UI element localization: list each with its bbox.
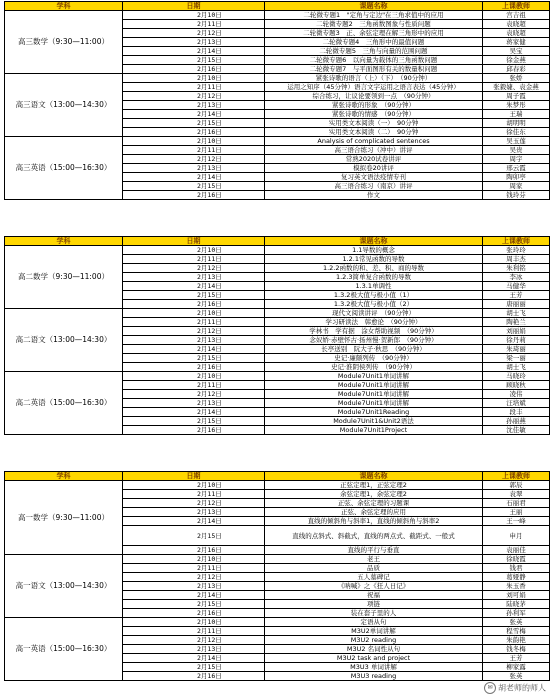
table-row: [5, 618, 550, 627]
date-cell: 2月13日: [123, 399, 265, 408]
teacher-cell: 王瑞: [483, 110, 550, 119]
header-date: 日期: [123, 237, 265, 246]
subject-cell: 高一英语（15:00—16:30）: [5, 618, 123, 681]
teacher-cell: 胡士飞: [483, 309, 550, 318]
teacher-cell: 胡明明: [483, 119, 550, 128]
topic-cell: Module7Unit1&Unit2语法: [265, 417, 483, 426]
topic-cell: 作文: [265, 191, 483, 200]
teacher-cell: 周丰杰: [483, 255, 550, 264]
date-cell: 2月11日: [123, 490, 265, 499]
topic-cell: 1.1导数的概念: [265, 246, 483, 255]
date-cell: 2月15日: [123, 56, 265, 65]
teacher-cell: 袁翠: [483, 490, 550, 499]
date-cell: 2月14日: [123, 408, 265, 417]
topic-cell: 正弦、余弦定理的习题课: [265, 499, 483, 508]
topic-cell: 复习英文语法疫情专刊: [265, 173, 483, 182]
subject-cell: 高一数学（9:30—11:00）: [5, 481, 123, 555]
topic-cell: 《呐喊》之《狂人日记》: [265, 582, 483, 591]
date-cell: 2月11日: [123, 318, 265, 327]
teacher-cell: 袁丽佳: [483, 546, 550, 555]
teacher-cell: 石丽君: [483, 499, 550, 508]
date-cell: 2月13日: [123, 38, 265, 47]
topic-cell: Module7Unit1单词讲解: [265, 372, 483, 381]
schedule-grade2: [4, 236, 549, 435]
table-row: [5, 309, 550, 318]
topic-cell: 现代文阅读讲评 （90分钟）: [265, 309, 483, 318]
date-cell: 2月16日: [123, 363, 265, 372]
header-teacher: 上课教师: [483, 237, 550, 246]
teacher-cell: 周宇: [483, 155, 550, 164]
topic-cell: 实用类文本阅读（二） 90分钟: [265, 128, 483, 137]
topic-cell: Module7Unit1单词讲解: [265, 399, 483, 408]
topic-cell: 长亭送别 阮大子·秋思 （90分钟）: [265, 345, 483, 354]
table-row: [5, 481, 550, 490]
header-subject: 学科: [5, 2, 123, 11]
topic-cell: 高三语合练习（冲中）讲评: [265, 146, 483, 155]
header-subject: 学科: [5, 472, 123, 481]
teacher-cell: 张英: [483, 672, 550, 681]
topic-cell: 正弦、余弦定理的应用: [265, 508, 483, 517]
topic-cell: 1.3.2极大值与极小值（1）: [265, 291, 483, 300]
teacher-cell: 陶艳兰: [483, 318, 550, 327]
date-cell: 2月15日: [123, 291, 265, 300]
date-cell: 2月15日: [123, 182, 265, 191]
date-cell: 2月10日: [123, 555, 265, 564]
date-cell: 2月16日: [123, 672, 265, 681]
date-cell: 2月16日: [123, 191, 265, 200]
teacher-cell: 吴贵: [483, 146, 550, 155]
schedule-grade1: [4, 471, 549, 681]
topic-cell: 老王: [265, 555, 483, 564]
teacher-cell: 王一峰: [483, 517, 550, 526]
topic-cell: Module7Unit1单词讲解: [265, 381, 483, 390]
teacher-cell: 朱韵艳: [483, 636, 550, 645]
date-cell: 2月15日: [123, 526, 265, 546]
topic-cell: 二轮微专题3 正、余弦定理在解三角形中的应用: [265, 29, 483, 38]
teacher-cell: 张英: [483, 618, 550, 627]
date-cell: 2月15日: [123, 417, 265, 426]
teacher-cell: 徐佳东: [483, 128, 550, 137]
topic-cell: M3U3 单词讲解: [265, 663, 483, 672]
topic-cell: 史记·廉颇列传 （90分钟）: [265, 354, 483, 363]
date-cell: 2月12日: [123, 327, 265, 336]
date-cell: 2月12日: [123, 636, 265, 645]
teacher-cell: 凌伟: [483, 390, 550, 399]
topic-cell: 紧张诗歌的语言（上）（下） （90分钟）: [265, 74, 483, 83]
header-topic: 课题名称: [265, 472, 483, 481]
topic-cell: 直线的平行与垂直: [265, 546, 483, 555]
topic-cell: M3U2单词讲解: [265, 627, 483, 636]
teacher-cell: 孙丽燕: [483, 417, 550, 426]
date-cell: 2月13日: [123, 645, 265, 654]
teacher-cell: 宫吉祖: [483, 11, 550, 20]
teacher-cell: 袁晓超: [483, 20, 550, 29]
topic-cell: 二轮微专题6 以向量为载体的三角函数问题: [265, 56, 483, 65]
subject-cell: 高三数学（9:30—11:00）: [5, 11, 123, 74]
date-cell: 2月11日: [123, 255, 265, 264]
topic-cell: 祝福: [265, 591, 483, 600]
date-cell: 2月10日: [123, 309, 265, 318]
topic-cell: 史记·淮阴侯列传 （90分钟）: [265, 363, 483, 372]
schedule-table: [4, 1, 550, 200]
topic-cell: 1.2.1常见函数的导数: [265, 255, 483, 264]
teacher-cell: 吴宝: [483, 47, 550, 56]
teacher-cell: 马晓玲: [483, 372, 550, 381]
date-cell: 2月14日: [123, 173, 265, 182]
teacher-cell: 朱利铭: [483, 264, 550, 273]
date-cell: 2月11日: [123, 564, 265, 573]
teacher-cell: 徐金燕: [483, 56, 550, 65]
teacher-cell: 张娇: [483, 74, 550, 83]
teacher-cell: 汪培斌: [483, 399, 550, 408]
header-subject: 学科: [5, 237, 123, 246]
date-cell: 2月10日: [123, 372, 265, 381]
topic-cell: 二轮微专题2 三角函数图象与性质问题: [265, 20, 483, 29]
date-cell: 2月12日: [123, 573, 265, 582]
subject-cell: 高三语文（13:00—14:30）: [5, 74, 123, 137]
table-row: [5, 372, 550, 381]
topic-cell: 二轮微专题5 三角与向量的范围问题: [265, 47, 483, 56]
date-cell: 2月13日: [123, 336, 265, 345]
teacher-cell: 沈佳敏: [483, 426, 550, 435]
table-row: [5, 555, 550, 564]
teacher-cell: 张毅婕、袁金燕: [483, 83, 550, 92]
table-row: [5, 246, 550, 255]
topic-cell: M3U2 名词性从句: [265, 645, 483, 654]
header-teacher: 上课教师: [483, 2, 550, 11]
teacher-cell: 钱君: [483, 564, 550, 573]
header-date: 日期: [123, 2, 265, 11]
subject-cell: 高一语文（13:00—14:30）: [5, 555, 123, 618]
topic-cell: 实用类文本阅读（一） 90分钟: [265, 119, 483, 128]
teacher-cell: 郭辰: [483, 481, 550, 490]
date-cell: 2月15日: [123, 354, 265, 363]
topic-cell: 直线的倾斜角与斜率1，直线的倾斜角与斜率2: [265, 517, 483, 526]
date-cell: 2月14日: [123, 47, 265, 56]
topic-cell: 项链: [265, 600, 483, 609]
teacher-cell: 吴玉莲: [483, 137, 550, 146]
topic-cell: 高三语合练习（南京）讲评: [265, 182, 483, 191]
header-row: [5, 472, 550, 481]
date-cell: 2月14日: [123, 345, 265, 354]
topic-cell: 学习研读法 韩愈论 （90分钟）: [265, 318, 483, 327]
date-cell: 2月16日: [123, 128, 265, 137]
topic-cell: 紧张诗歌的情感 （90分钟）: [265, 110, 483, 119]
subject-cell: 高三英语（15:00—16:30）: [5, 137, 123, 200]
topic-cell: 余弦定理1，余弦定理2: [265, 490, 483, 499]
teacher-cell: 孙利军: [483, 609, 550, 618]
teacher-cell: 刘可娟: [483, 591, 550, 600]
date-cell: 2月12日: [123, 29, 265, 38]
teacher-cell: 钱冬梅: [483, 645, 550, 654]
teacher-cell: 徐丹莉: [483, 336, 550, 345]
teacher-cell: 王芳: [483, 291, 550, 300]
date-cell: 2月12日: [123, 499, 265, 508]
teacher-cell: 刘丽娟: [483, 327, 550, 336]
teacher-cell: 邱春彩: [483, 65, 550, 74]
header-row: [5, 237, 550, 246]
topic-cell: Analysis of complicated sentences: [265, 137, 483, 146]
topic-cell: 1.2.2函数的和、差、积、商的导数: [265, 264, 483, 273]
topic-cell: 品质: [265, 564, 483, 573]
topic-cell: Module7Unit1Project: [265, 426, 483, 435]
subject-cell: 高二语文（13:00—14:30）: [5, 309, 123, 372]
date-cell: 2月15日: [123, 119, 265, 128]
date-cell: 2月11日: [123, 20, 265, 29]
teacher-cell: 柳家露: [483, 663, 550, 672]
date-cell: 2月10日: [123, 74, 265, 83]
date-cell: 2月11日: [123, 83, 265, 92]
date-cell: 2月10日: [123, 137, 265, 146]
topic-cell: 二轮微专题1 "定角与定边"在三角求值中的应用: [265, 11, 483, 20]
wechat-icon: ✉: [484, 682, 496, 694]
teacher-cell: 王芳: [483, 654, 550, 663]
date-cell: 2月14日: [123, 591, 265, 600]
topic-cell: 模拟卷20讲评: [265, 164, 483, 173]
watermark: ✉ 胡老师的师人: [482, 682, 548, 694]
topic-cell: 二轮微专题4 三角形中的最值问题: [265, 38, 483, 47]
topic-cell: 念奴娇·赤壁怀古·扬州慢·贺新郎 （90分钟）: [265, 336, 483, 345]
teacher-cell: 段丰: [483, 408, 550, 417]
teacher-cell: 邢云霞: [483, 164, 550, 173]
date-cell: 2月11日: [123, 381, 265, 390]
date-cell: 2月16日: [123, 546, 265, 555]
teacher-cell: 张玲玲: [483, 246, 550, 255]
teacher-cell: 陶卯亭: [483, 173, 550, 182]
date-cell: 2月12日: [123, 92, 265, 101]
topic-cell: Module7Unit1单词讲解: [265, 390, 483, 399]
date-cell: 2月13日: [123, 273, 265, 282]
teacher-cell: 袁晓超: [483, 29, 550, 38]
date-cell: 2月16日: [123, 65, 265, 74]
date-cell: 2月13日: [123, 164, 265, 173]
teacher-cell: 周家: [483, 182, 550, 191]
topic-cell: 正弦定理1，正弦定理2: [265, 481, 483, 490]
date-cell: 2月16日: [123, 426, 265, 435]
schedule-table: [4, 236, 550, 435]
date-cell: 2月14日: [123, 654, 265, 663]
topic-cell: Module7Unit1Reading: [265, 408, 483, 417]
header-teacher: 上课教师: [483, 472, 550, 481]
date-cell: 2月10日: [123, 618, 265, 627]
header-row: [5, 2, 550, 11]
teacher-cell: 王丽: [483, 508, 550, 517]
date-cell: 2月16日: [123, 300, 265, 309]
date-cell: 2月12日: [123, 155, 265, 164]
date-cell: 2月12日: [123, 264, 265, 273]
teacher-cell: 顾晓秋: [483, 381, 550, 390]
date-cell: 2月15日: [123, 663, 265, 672]
teacher-cell: 朱琦丽: [483, 345, 550, 354]
topic-cell: 运用之知序（45分钟）语言文字运用之语言表达（45分钟）: [265, 83, 483, 92]
subject-cell: 高二英语（15:00—16:30）: [5, 372, 123, 435]
date-cell: 2月10日: [123, 246, 265, 255]
teacher-cell: 马健华: [483, 282, 550, 291]
date-cell: 2月15日: [123, 600, 265, 609]
table-row: [5, 11, 550, 20]
header-topic: 课题名称: [265, 237, 483, 246]
schedule-grade3: [4, 1, 549, 200]
topic-cell: 装在套子里的人: [265, 609, 483, 618]
table-row: [5, 137, 550, 146]
teacher-cell: 胡士飞: [483, 363, 550, 372]
teacher-cell: 李冰: [483, 273, 550, 282]
date-cell: 2月13日: [123, 508, 265, 517]
schedule-table: [4, 471, 550, 681]
teacher-cell: 程雪梅: [483, 627, 550, 636]
date-cell: 2月14日: [123, 282, 265, 291]
date-cell: 2月10日: [123, 481, 265, 490]
topic-cell: 常熟2020试卷讲评: [265, 155, 483, 164]
teacher-cell: 周子霞: [483, 92, 550, 101]
teacher-cell: 蒋家健: [483, 38, 550, 47]
date-cell: 2月13日: [123, 101, 265, 110]
topic-cell: 综合练习，让议论要领到一点 （90分钟）: [265, 92, 483, 101]
teacher-cell: 徐晓霞: [483, 555, 550, 564]
teacher-cell: 唐丽丽: [483, 300, 550, 309]
topic-cell: 1.3.2极大值与极小值（2）: [265, 300, 483, 309]
header-topic: 课题名称: [265, 2, 483, 11]
teacher-cell: 朱玉香: [483, 582, 550, 591]
topic-cell: 直线的点斜式、斜截式，直线的两点式、截距式、一般式: [265, 526, 483, 546]
date-cell: 2月13日: [123, 582, 265, 591]
topic-cell: 1.3.1单调性: [265, 282, 483, 291]
topic-cell: 五人墓碑记: [265, 573, 483, 582]
date-cell: 2月14日: [123, 110, 265, 119]
date-cell: 2月14日: [123, 517, 265, 526]
topic-cell: 紧张诗歌的形象 （90分钟）: [265, 101, 483, 110]
date-cell: 2月11日: [123, 146, 265, 155]
table-row: [5, 74, 550, 83]
date-cell: 2月12日: [123, 390, 265, 399]
date-cell: 2月16日: [123, 609, 265, 618]
subject-cell: 高二数学（9:30—11:00）: [5, 246, 123, 309]
topic-cell: 学林书 学有据 涂女帮助视频 （90分钟）: [265, 327, 483, 336]
date-cell: 2月10日: [123, 11, 265, 20]
teacher-cell: 梁一丽: [483, 354, 550, 363]
topic-cell: M3U2 reading: [265, 636, 483, 645]
topic-cell: 二轮微专题7 与平面图形有关的数量积问题: [265, 65, 483, 74]
teacher-cell: 陆晓茅: [483, 600, 550, 609]
topic-cell: 定语从句: [265, 618, 483, 627]
topic-cell: M3U3 reading: [265, 672, 483, 681]
header-date: 日期: [123, 472, 265, 481]
teacher-cell: 申月: [483, 526, 550, 546]
topic-cell: 1.2.3简单复合函数的导数: [265, 273, 483, 282]
teacher-cell: 朱梦彤: [483, 101, 550, 110]
teacher-cell: 钱玲芬: [483, 191, 550, 200]
date-cell: 2月11日: [123, 627, 265, 636]
teacher-cell: 葛娅静: [483, 573, 550, 582]
topic-cell: M3U2 task and project: [265, 654, 483, 663]
